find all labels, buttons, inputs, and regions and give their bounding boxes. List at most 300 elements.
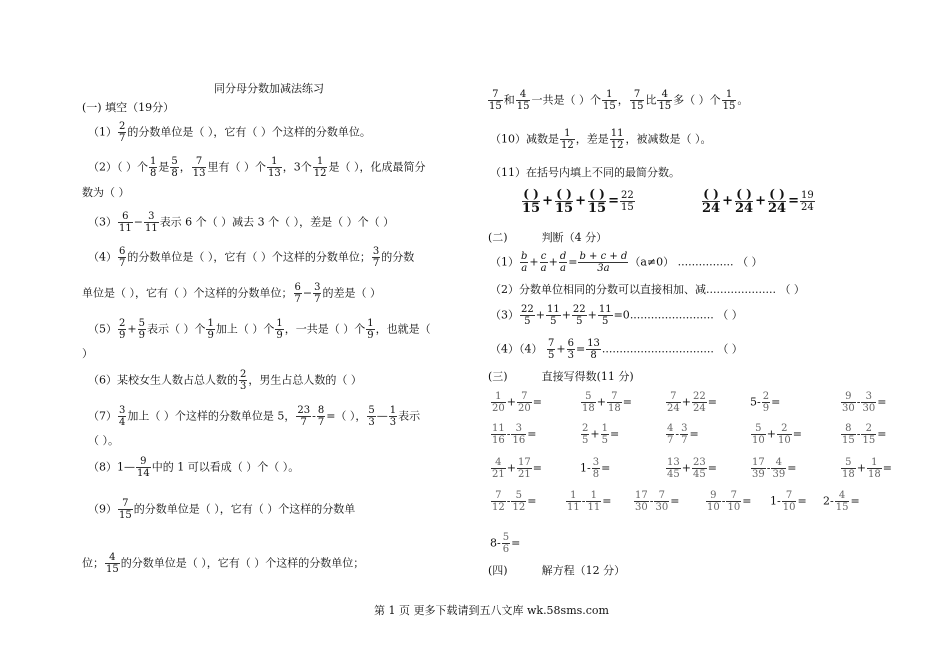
text: （11）在括号内填上不同的最简分数。 (490, 166, 680, 179)
denominator: 6 (502, 544, 510, 555)
numerator: 3 (314, 282, 321, 293)
numerator: 22 (692, 391, 706, 402)
numerator: d (559, 251, 567, 262)
fraction (706, 490, 721, 513)
fraction (841, 457, 856, 480)
denominator: 30 (635, 502, 648, 513)
denominator: 15 (658, 101, 672, 112)
numerator: 5 (581, 391, 596, 403)
denominator: 15 (516, 101, 530, 112)
equals-sign: = (527, 427, 537, 441)
text: 和 (503, 93, 515, 107)
calc-item (840, 423, 886, 446)
numerator: 6 (119, 246, 126, 257)
fraction (572, 304, 587, 327)
calc-item (580, 423, 619, 446)
text: ，3个 (282, 160, 312, 174)
blank-fraction (702, 188, 720, 215)
plus-sign: + (755, 193, 766, 209)
fraction (502, 532, 510, 555)
fraction (680, 423, 688, 446)
denominator: 7 (314, 294, 321, 305)
denominator: 10 (727, 502, 741, 513)
operator: + (506, 395, 516, 409)
fraction (607, 391, 622, 414)
numerator: 17 (752, 457, 765, 468)
fraction (491, 423, 506, 446)
fraction (491, 391, 506, 414)
page-footer (374, 604, 609, 618)
equals-sign: = (882, 461, 892, 475)
denominator: 5 (582, 435, 589, 446)
denominator: 12 (561, 140, 574, 151)
denominator: 12 (512, 502, 526, 513)
equation-24 (700, 188, 816, 215)
fraction (296, 405, 311, 428)
text: + (529, 255, 539, 269)
fraction (867, 457, 882, 480)
denominator: 11 (567, 502, 580, 513)
numerator: 17 (517, 457, 531, 468)
fraction (118, 498, 133, 521)
text: ................................ (601, 342, 714, 356)
equals-sign: = (877, 427, 887, 441)
text: 比 (645, 93, 657, 107)
blank-fraction (768, 188, 786, 215)
numerator: 11 (598, 304, 612, 315)
numerator: 7 (491, 490, 506, 502)
calc-item (840, 391, 886, 414)
section-heading-text: (一) 填空（19分） (82, 101, 175, 114)
plus-sign: + (722, 193, 733, 209)
text: + (548, 255, 558, 269)
text: 里有（ ）个 (207, 160, 266, 174)
numerator: 13 (667, 457, 680, 468)
text: 表示 6 个（ ）减去 3 个（ ），差是（ ）个（ ） (159, 215, 395, 229)
fraction (601, 423, 609, 446)
fraction (239, 369, 247, 392)
operator: - (766, 461, 771, 475)
fraction (372, 246, 380, 269)
fraction (389, 405, 397, 428)
text: 判断（4 分） (541, 231, 608, 244)
calc-item (665, 391, 717, 414)
denominator: 12 (313, 168, 327, 179)
text: （3） (88, 215, 117, 229)
numerator: 7 (630, 89, 645, 101)
text: （8）1— (88, 460, 135, 474)
denominator: 7 (667, 435, 674, 446)
text: （ ） (779, 283, 805, 296)
numerator: 5 (171, 156, 178, 167)
numerator: 5 (511, 490, 526, 502)
numerator: 7 (548, 338, 555, 349)
numerator: 19 (801, 190, 814, 201)
numerator: 7 (654, 490, 669, 502)
denominator: 5 (524, 316, 531, 327)
section-2-heading (488, 231, 607, 245)
fraction (206, 318, 214, 341)
fraction (118, 211, 133, 234)
equals-sign: = (877, 395, 887, 409)
text: （ ） (717, 308, 743, 322)
fraction (841, 391, 856, 414)
text: 多（ ）个 (673, 93, 721, 107)
blank-numerator: ( ) (736, 187, 752, 201)
equals-sign: = (792, 427, 802, 441)
fraction (313, 156, 328, 179)
numerator: 13 (587, 338, 600, 349)
numerator: b + c + d (579, 251, 628, 262)
denominator: 8 (171, 168, 178, 179)
text: − (133, 215, 143, 229)
question-3 (88, 211, 394, 234)
judge-1 (490, 251, 763, 274)
denominator: 3 (567, 350, 574, 361)
numerator: 4 (835, 490, 850, 502)
numerator: 3 (119, 405, 126, 416)
numerator: 1 (560, 128, 575, 140)
denominator: 15 (842, 435, 855, 446)
numerator: 22 (521, 304, 534, 315)
operator: + (856, 461, 866, 475)
text: ，男生占总人数的（ ） (248, 373, 362, 387)
text: ........................ (629, 308, 714, 322)
denominator: 10 (752, 435, 765, 446)
fraction (592, 457, 600, 480)
fraction (657, 89, 672, 112)
numerator: 9 (841, 391, 856, 403)
denominator: 13 (192, 168, 206, 179)
numerator: 17 (635, 490, 648, 501)
text: （4）（4） (490, 342, 543, 356)
fraction (136, 456, 151, 479)
calc-item (840, 457, 892, 480)
footer-text: 第 1 页 更多下载请到五八文库 wk.58sms.com (374, 604, 609, 617)
text: 单位是（ ），它有（ ）个这样的分数单位； (82, 286, 293, 300)
fraction (586, 490, 601, 513)
denominator: 7 (300, 417, 307, 428)
fraction (666, 391, 681, 414)
equals-sign: = (670, 494, 680, 508)
fraction (762, 391, 770, 414)
question-9-continued (487, 89, 748, 112)
text: （ ）。 (88, 434, 119, 447)
numerator: 1 (207, 318, 214, 329)
equation-15 (520, 188, 636, 215)
numerator: 4 (105, 552, 120, 564)
fraction (751, 457, 766, 480)
denominator: 30 (842, 403, 855, 414)
denominator: 20 (492, 403, 505, 414)
denominator: 3 (389, 417, 397, 428)
equals-sign: = (742, 494, 752, 508)
fraction (517, 391, 532, 414)
denominator: 8 (150, 168, 157, 179)
question-11 (490, 166, 680, 180)
numerator: c (540, 251, 547, 262)
text: (三) (488, 370, 508, 383)
fraction (861, 391, 876, 414)
numerator: 4 (516, 89, 531, 101)
denominator: 7 (372, 258, 380, 269)
question-1 (88, 121, 371, 144)
fraction (511, 490, 526, 513)
denominator: 18 (607, 403, 621, 414)
numerator: 7 (118, 498, 133, 510)
text: （a≠0） (629, 255, 675, 269)
fraction (105, 552, 120, 575)
fraction (192, 156, 207, 179)
text: 中的 1 可以看成（ ）个（ ）。 (151, 460, 300, 474)
denominator: 45 (667, 469, 680, 480)
equals-sign: = (689, 427, 699, 441)
numerator: 11 (492, 423, 505, 434)
calc-item (665, 457, 717, 480)
denominator: 18 (867, 469, 881, 480)
operator: - (675, 427, 680, 441)
denominator: 15 (630, 101, 644, 112)
numerator: 2 (777, 423, 792, 435)
operator: + (506, 461, 516, 475)
fraction (751, 423, 766, 446)
operator: - (497, 536, 501, 550)
denominator: 30 (655, 502, 669, 513)
denominator: 10 (707, 502, 720, 513)
blank-numerator: ( ) (523, 187, 539, 201)
text: — (376, 409, 388, 423)
question-9 (88, 498, 355, 521)
question-4-cont (82, 282, 381, 305)
fraction (511, 423, 526, 446)
fraction (692, 457, 707, 480)
numerator: 7 (488, 89, 503, 101)
equals-sign: = (527, 494, 537, 508)
denominator: 12 (610, 140, 624, 151)
blank-numerator: ( ) (703, 187, 719, 201)
result-fraction (800, 190, 815, 213)
numerator: 5 (502, 532, 510, 543)
text: + (556, 342, 566, 356)
denominator: 5 (602, 316, 609, 327)
fraction (835, 490, 850, 513)
text: （5） (88, 322, 117, 336)
text: ， (179, 160, 191, 174)
calc-item (490, 532, 520, 555)
calc-item (580, 457, 610, 480)
result-fraction (620, 190, 635, 213)
text: 的分数单位是（ ），它有（ ）个这样的分数单位。 (127, 125, 371, 139)
text: 的差是（ ） (322, 286, 381, 300)
operator: - (587, 461, 591, 475)
numerator: 1 (276, 318, 283, 329)
numerator: 2 (240, 369, 247, 380)
text: − (302, 286, 313, 300)
calc-item (490, 423, 536, 446)
fraction (267, 156, 282, 179)
text: 数为（ ） (82, 186, 130, 199)
numerator: 4 (491, 457, 506, 469)
question-4 (88, 246, 414, 269)
fraction (566, 490, 581, 513)
numerator: 1 (566, 490, 581, 502)
text: ） (82, 347, 93, 360)
denominator: 15 (522, 201, 541, 216)
numerator: 1 (602, 89, 617, 101)
text: 表示（ ）个 (146, 322, 206, 336)
text: + (561, 308, 571, 322)
text: 。 (737, 93, 749, 107)
numerator: 1 (150, 156, 157, 167)
denominator: 11 (587, 502, 601, 513)
numerator: 22 (621, 190, 634, 201)
blank-numerator: ( ) (556, 187, 572, 201)
fraction (488, 89, 503, 112)
operator: - (856, 427, 861, 441)
operator: + (681, 461, 691, 475)
equals-sign: = (511, 536, 521, 550)
denominator: 15 (835, 502, 849, 513)
whole-number: 1 (580, 461, 587, 475)
fraction (118, 246, 126, 269)
operator: - (777, 494, 781, 508)
numerator: 23 (692, 457, 706, 468)
denominator: 21 (517, 469, 531, 480)
text: 的分数单位是（ ），它有（ ）个这样的分数单 (133, 502, 356, 516)
text: ................... (709, 283, 776, 296)
fraction (118, 121, 126, 144)
text: （6）某校女生人数占总人数的 (88, 373, 238, 387)
denominator: 9 (138, 330, 145, 341)
calc-item (665, 423, 699, 446)
text: （2）（ ）个 (88, 160, 148, 174)
text: （2）分数单位相同的分数可以直接相加、减. (490, 283, 710, 296)
denominator: 24 (735, 201, 754, 216)
fraction (630, 89, 645, 112)
text: (四) (488, 564, 508, 577)
text: （3） (490, 308, 519, 322)
fraction (118, 405, 126, 428)
denominator: 9 (762, 403, 770, 414)
denominator: 15 (862, 435, 876, 446)
question-5 (88, 318, 431, 341)
numerator: 5 (751, 423, 766, 435)
question-2 (88, 156, 425, 179)
denominator: 3a (597, 263, 610, 274)
operator: + (590, 427, 600, 441)
text: - (312, 409, 316, 423)
denominator: 18 (582, 403, 595, 414)
text: + (587, 308, 597, 322)
numerator: 6 (294, 282, 301, 293)
denominator: 15 (602, 101, 616, 112)
denominator: 18 (842, 469, 855, 480)
whole-number: 5 (750, 395, 757, 409)
operator: + (681, 395, 691, 409)
numerator: 3 (592, 457, 600, 468)
calc-item (750, 391, 780, 414)
numerator: 3 (144, 211, 159, 223)
denominator: 9 (119, 330, 126, 341)
text: = (568, 255, 578, 269)
numerator: 6 (118, 211, 133, 223)
equals-sign: = (788, 193, 799, 209)
fraction (275, 318, 283, 341)
numerator: 7 (782, 490, 797, 502)
numerator: 3 (511, 423, 526, 435)
fraction (313, 282, 321, 305)
numerator: 1 (491, 391, 506, 403)
fraction (170, 156, 178, 179)
calc-item (750, 457, 796, 480)
title-text: 同分母分数加减法练习 (214, 82, 324, 95)
fraction (771, 457, 786, 480)
question-2-cont (82, 186, 130, 200)
numerator: 2 (119, 121, 126, 132)
denominator: 10 (782, 502, 796, 513)
denominator: 11 (119, 223, 132, 234)
numerator: b (521, 251, 528, 262)
numerator: 7 (517, 391, 532, 403)
equals-sign: = (532, 461, 542, 475)
blank-fraction (735, 188, 753, 215)
denominator: 20 (517, 403, 531, 414)
numerator: 1 (867, 457, 882, 469)
numerator: 5 (368, 405, 375, 416)
denominator: 4 (119, 417, 126, 428)
denominator: 15 (489, 101, 502, 112)
text: ， (617, 93, 629, 107)
operator: - (506, 494, 511, 508)
numerator: 1 (722, 89, 737, 101)
numerator: 3 (861, 391, 876, 403)
equals-sign: = (787, 461, 797, 475)
denominator: 7 (119, 133, 126, 144)
operator: + (766, 427, 776, 441)
text: （4） (88, 250, 117, 264)
fraction (598, 304, 613, 327)
equals-sign: = (707, 395, 717, 409)
fraction (666, 457, 681, 480)
denominator: 45 (692, 469, 706, 480)
operator: - (757, 395, 761, 409)
blank-fraction (522, 188, 540, 215)
section-3-heading (488, 370, 634, 384)
denominator: 16 (512, 435, 526, 446)
fraction (560, 128, 575, 151)
fraction (610, 128, 625, 151)
whole-number: 1 (770, 494, 777, 508)
fraction (841, 423, 856, 446)
text: （ ） (717, 342, 743, 356)
calc-item (490, 457, 542, 480)
numerator: 4 (657, 89, 672, 101)
fraction (546, 304, 561, 327)
text: + (127, 322, 137, 336)
question-8 (88, 456, 299, 479)
text: 的分数单位是（ ），它有（ ）个这样的分数单位； (127, 250, 371, 264)
numerator: 7 (726, 490, 741, 502)
text: ，也就是（ (375, 322, 431, 336)
numerator: 7 (666, 391, 681, 403)
question-7 (88, 405, 420, 428)
fraction (491, 457, 506, 480)
equals-sign: = (771, 395, 781, 409)
whole-number: 2 (823, 494, 830, 508)
denominator: 3 (368, 417, 375, 428)
numerator: 7 (607, 391, 622, 403)
equals-sign: = (601, 461, 611, 475)
